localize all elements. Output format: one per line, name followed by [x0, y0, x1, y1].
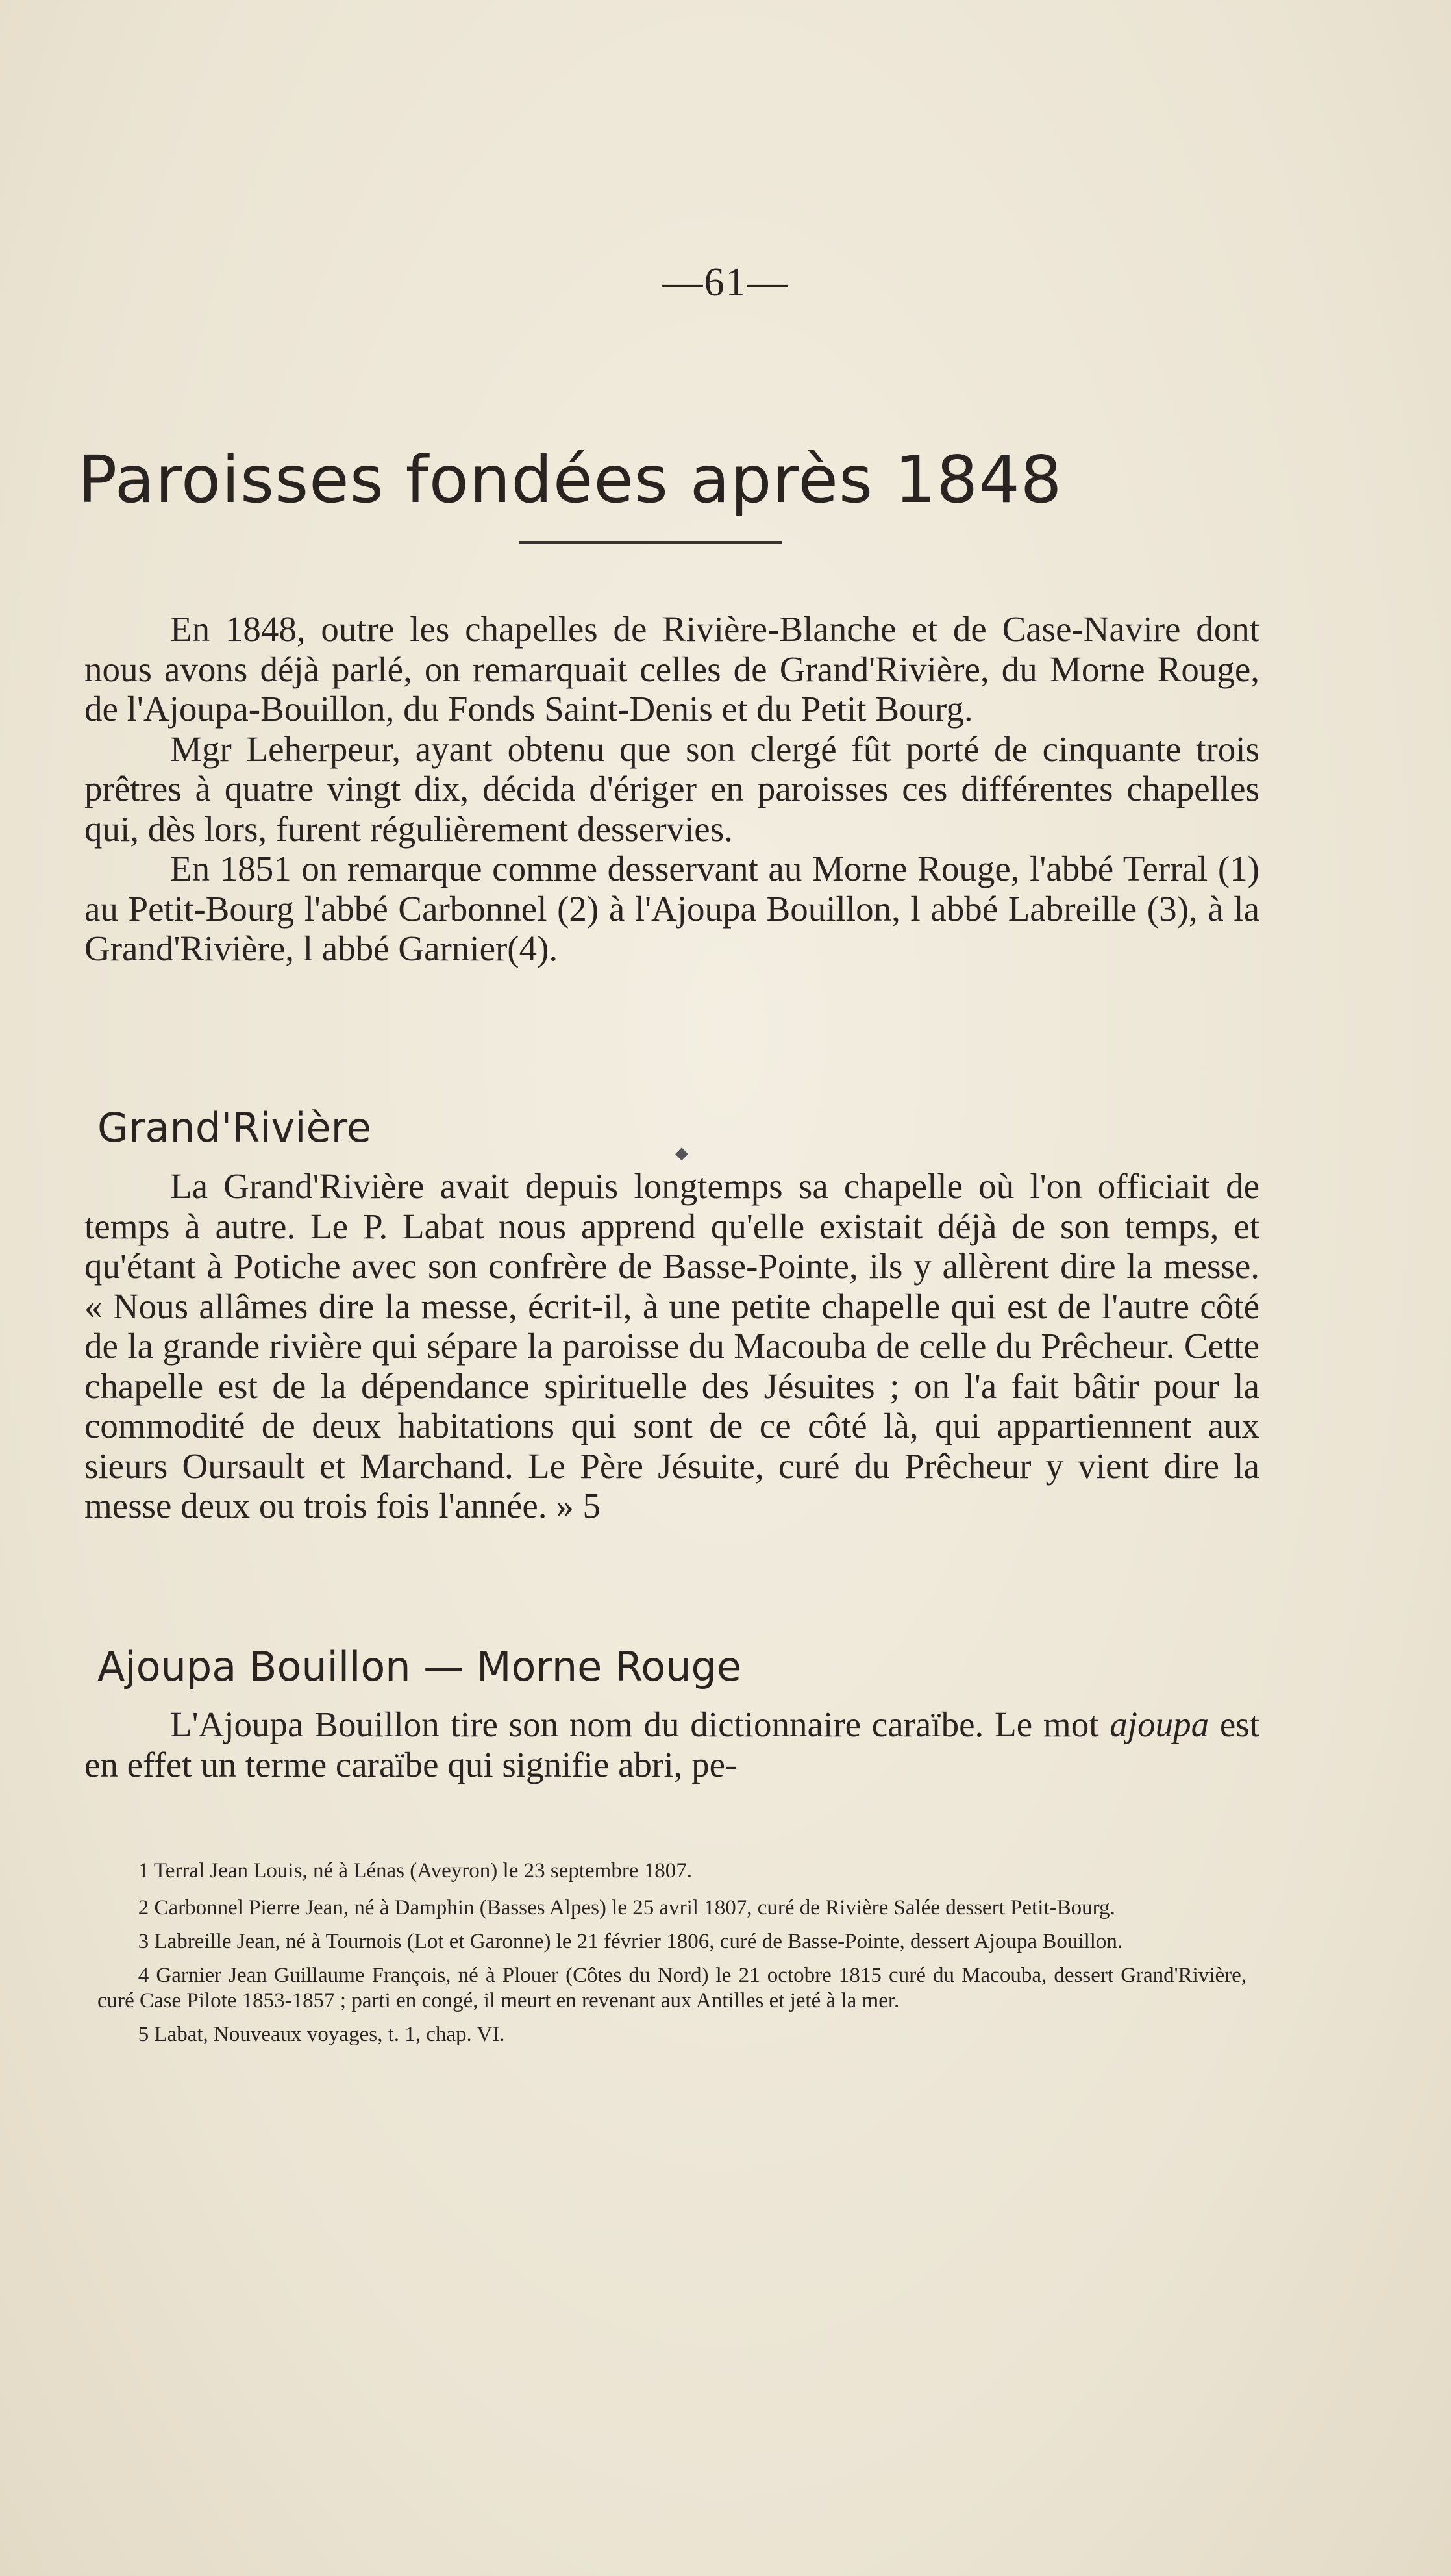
italic-term: ajoupa — [1110, 1705, 1209, 1744]
section-grand-riviere-body — [84, 1166, 1259, 1526]
section-ajoupa-body — [84, 1705, 1259, 1784]
section-paragraph: La Grand'Rivière avait depuis longtemps sa chapelle où l'on officiait de temps à autre. Le P. Labat nous apprend qu'elle existait déjà de son temps, et qu'étant à Potiche avec son confrère de Basse-Pointe, ils y allèrent dire la messe. « Nous allâmes dire la messe, écrit-il, à une petite chapelle qui est de l'autre côté de la grande rivière qui sépare la paroisse du Macouba de celle du Prêcheur. Cette chapelle est de la dépendance spirituelle des Jésuites ; on l'a fait bâtir pour la commodité de deux habitations qui sont de ce côté là, qui appartiennent aux sieurs Oursault et Marchand. Le Père Jésuite, curé du Prêcheur y vient dire la messe deux ou trois fois l'année. » 5 — [84, 1166, 1259, 1525]
page-number: —61— — [662, 260, 789, 305]
section-heading-grand-riviere: Grand'Rivière — [97, 1104, 371, 1151]
page-title: Paroisses fondées après 1848 — [78, 442, 1063, 518]
footnote: 3 Labreille Jean, né à Tournois (Lot et Garonne) le 21 février 1806, curé de Basse-Pointe, dessert Ajoupa Bouillon. — [138, 1930, 1123, 1953]
intro-paragraphs — [84, 609, 1259, 969]
footnote: 4 Garnier Jean Guillaume François, né à Plouer (Côtes du Nord) le 21 octobre 1815 curé du Macouba, dessert Grand'Rivière, curé Case Pilote 1853-1857 ; parti en congé, il meurt en revenant aux Antilles et jeté à la mer. — [97, 1964, 1246, 2012]
intro-paragraph: En 1851 on remarque comme desservant au Morne Rouge, l'abbé Terral (1) au Petit-Bourg l'abbé Carbonnel (2) à l'Ajoupa Bouillon, l abbé Labreille (3), à la Grand'Rivière, l abbé Garnier(4). — [84, 849, 1259, 968]
title-rule — [519, 541, 782, 544]
footnotes — [97, 1858, 1246, 2056]
footnote: 1 Terral Jean Louis, né à Lénas (Aveyron) le 23 septembre 1807. — [138, 1859, 692, 1882]
ornament-diamond: ◆ — [675, 1144, 688, 1162]
intro-paragraph: Mgr Leherpeur, ayant obtenu que son clergé fût porté de cinquante trois prêtres à quatre vingt dix, décida d'ériger en paroisses ces différentes chapelles qui, dès lors, furent régulièrement desservies. — [84, 729, 1259, 849]
text-before: L'Ajoupa Bouillon tire son nom du dictionnaire caraïbe. Le mot — [170, 1705, 1110, 1744]
footnote: 5 Labat, Nouveaux voyages, t. 1, chap. VI. — [138, 2023, 505, 2046]
footnote: 2 Carbonnel Pierre Jean, né à Damphin (Basses Alpes) le 25 avril 1807, curé de Rivière Salée dessert Petit-Bourg. — [138, 1896, 1115, 1919]
section-paragraph — [84, 1705, 1259, 1784]
text-after: est en effet un terme caraïbe qui signifie abri, pe- — [84, 1705, 1259, 1784]
section-heading-ajoupa-bouillon: Ajoupa Bouillon — Morne Rouge — [97, 1643, 741, 1690]
intro-paragraph: En 1848, outre les chapelles de Rivière-Blanche et de Case-Navire dont nous avons déjà parlé, on remarquait celles de Grand'Rivière, du Morne Rouge, de l'Ajoupa-Bouillon, du Fonds Saint-Denis et du Petit Bourg. — [84, 609, 1259, 729]
